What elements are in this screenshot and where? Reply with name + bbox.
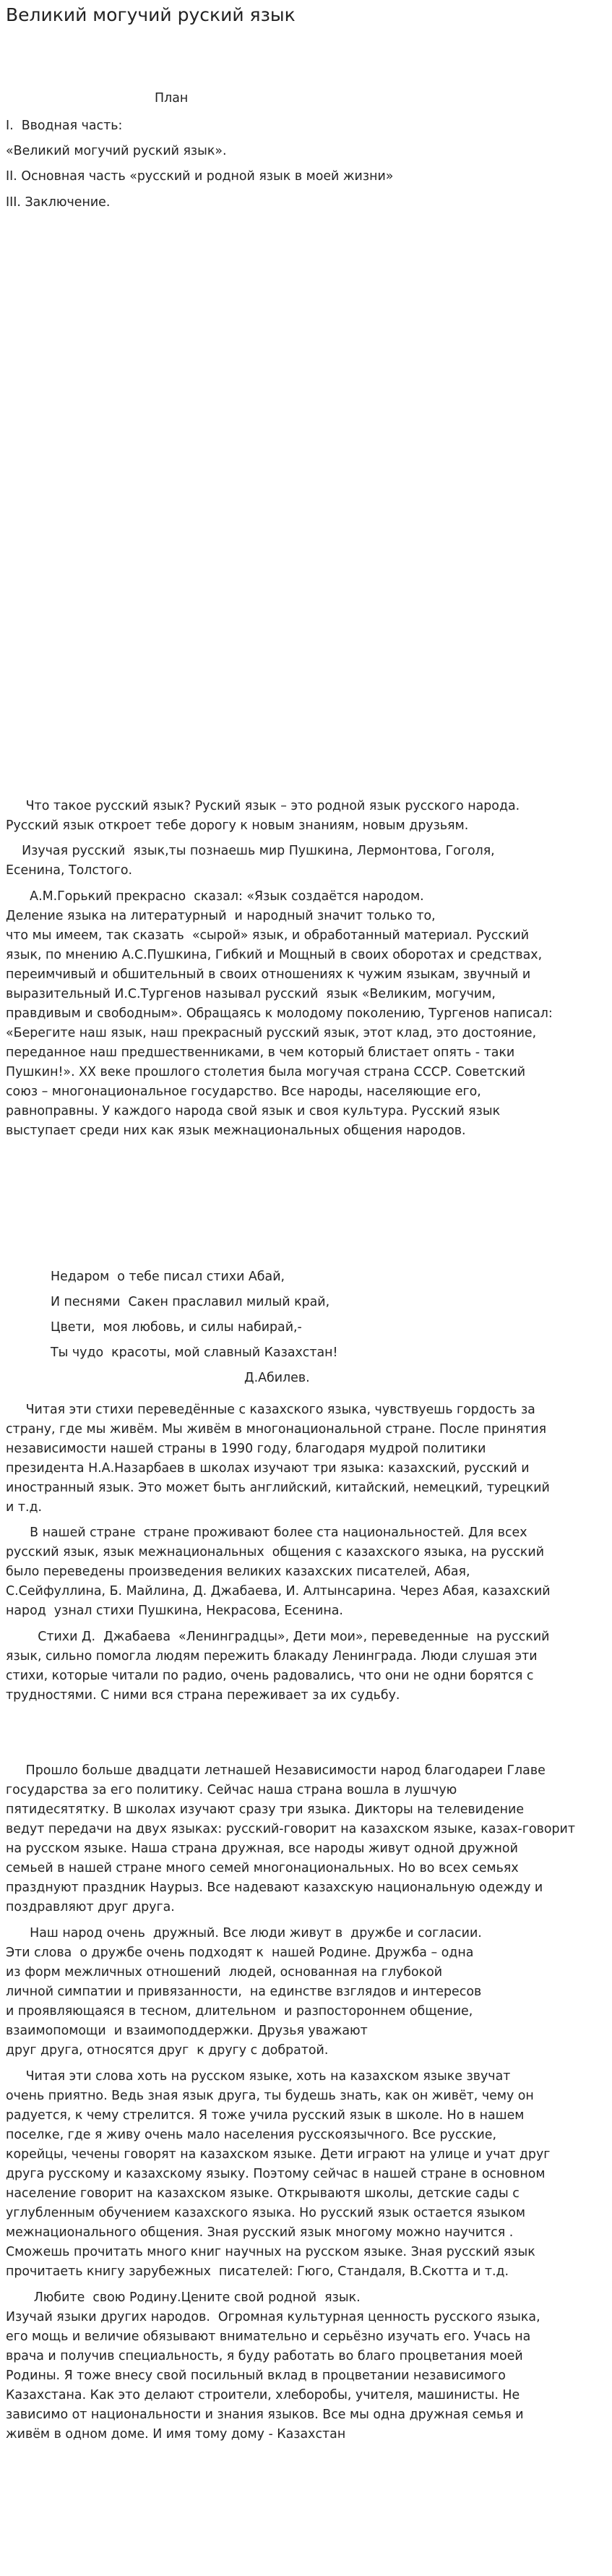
paragraph-line: Любите свою Родину.Цените свой родной язык.	[6, 2290, 361, 2305]
paragraph-line: пятидесятятку. В школах изучают сразу три языка. Дикторы на телевидение	[6, 1802, 525, 1817]
paragraph-line: празднуют праздник Наурыз. Все надевают казахскую национальную одежду и	[6, 1880, 543, 1895]
paragraph-line: русский язык, язык межнациональных общения с казахского языка, на русский	[6, 1545, 545, 1559]
poem-line: Ты чудо красоты, мой славный Казахстан!	[51, 1345, 338, 1360]
paragraph-line: иностранный язык. Это может быть английский, китайский, немецкий, турецкий	[6, 1481, 550, 1495]
paragraph-line: народ узнал стихи Пушкина, Некрасова, Есенина.	[6, 1604, 343, 1618]
paragraph-line: независимости нашей страны в 1990 году, благодаря мудрой политики	[6, 1442, 486, 1456]
paragraph-line: поселке, где я живу очень мало населения русскоязычного. Все русские,	[6, 2128, 497, 2142]
paragraph-line: язык, сильно помогла людям пережить блакаду Ленинграда. Люди слушая эти	[6, 1649, 538, 1664]
paragraph-line: Эти слова о дружбе очень подходят к нашей Родине. Дружба – одна	[6, 1946, 474, 1960]
paragraph-line: семьей в нашей стране много семей многонациональных. Но во всех семьях	[6, 1861, 519, 1875]
paragraph-line: и т.д.	[6, 1500, 43, 1515]
paragraph-line: трудностями. С ними вся страна переживает за их судьбу.	[6, 1688, 400, 1703]
plan-heading: План	[155, 91, 189, 106]
paragraph-line: Родины. Я тоже внесу свой посильный вклад в процветании независимого	[6, 2369, 506, 2383]
paragraph-line: Наш народ очень дружный. Все люди живут в дружбе и согласии.	[6, 1926, 482, 1940]
paragraph-line: «Берегите наш язык, наш прекрасный русский язык, этот клад, это достояние,	[6, 1026, 537, 1040]
paragraph-line: врача и получив специальность, я буду работать во благо процветания моей	[6, 2349, 523, 2363]
paragraph-line: друга русскому и казахскому языку. Поэтому сейчас в нашей стране в основном	[6, 2167, 546, 2181]
paragraph-line: президента Н.А.Назарбаев в школах изучают три языка: казахский, русский и	[6, 1461, 530, 1476]
paragraph-line: живём в одном доме. И имя тому дому - Казахстан	[6, 2427, 346, 2442]
paragraph-line: что мы имеем, так сказать «сырой» язык, и обработанный материал. Русский	[6, 928, 530, 943]
paragraph-line: переданное наш предшественниками, в чем который блистает опять - таки	[6, 1045, 515, 1060]
paragraph-line: правдивым и свободным». Обращаясь к молодому поколению, Тургенов написал:	[6, 1006, 553, 1021]
paragraph-line: государства за его политику. Сейчас наша страна вошла в лушчую	[6, 1783, 457, 1797]
plan-item: II. Основная часть «русский и родной язык в моей жизни»	[6, 169, 394, 184]
paragraph-line: поздравляют друг друга.	[6, 1900, 175, 1914]
poem-author: Д.Абилев.	[244, 1371, 310, 1385]
paragraph-line: Казахстана. Как это делают строители, хлеборобы, учителя, машинисты. Не	[6, 2388, 520, 2402]
paragraph-line: стихи, которые читали по радио, очень радовались, что они не одни борятся с	[6, 1669, 534, 1683]
paragraph-line: друг друга, относятся друг к другу с добратой.	[6, 2043, 329, 2058]
paragraph-line: зависимо от национальности и знания языков. Все мы одна дружная семья и	[6, 2408, 524, 2422]
plan-item: «Великий могучий руский язык».	[6, 144, 227, 158]
poem-line: И песнями Сакен праславил милый край,	[51, 1295, 330, 1309]
paragraph-line: углубленным обучением казахского языка. Но русский язык остается языком	[6, 2206, 526, 2220]
poem-line: Недаром о тебе писал стихи Абай,	[51, 1270, 285, 1284]
paragraph-line: прочитаеть книгу зарубежных писателей: Гюго, Стандаля, В.Скотта и т.д.	[6, 2264, 509, 2279]
paragraph-line: переимчивый и обшительный в своих отношениях к чужим языкам, звучный и	[6, 967, 531, 982]
paragraph-line: и проявляющаяся в тесном, длительном и разпостороннем общение,	[6, 2004, 473, 2019]
page-title: Великий могучий руский язык	[6, 4, 296, 25]
paragraph-line: язык, по мнению А.С.Пушкина, Гибкий и Мощный в своих оборотах и средствах,	[6, 948, 543, 962]
paragraph-line: В нашей стране стране проживают более ста национальностей. Для всех	[6, 1526, 527, 1540]
paragraph-line: взаимопомощи и взаимоподдержки. Друзья уважают	[6, 2024, 368, 2038]
paragraph-line: межнационального общения. Зная русский язык многому можно научится .	[6, 2225, 514, 2240]
paragraph-line: выразительный И.С.Тургенов называл русский язык «Великим, могучим,	[6, 987, 496, 1001]
plan-item: I. Вводная часть:	[6, 119, 123, 133]
paragraph-line: Деление языка на литературный и народный значит только то,	[6, 909, 436, 923]
paragraph-line: личной симпатии и привязанности, на единстве взглядов и интересов	[6, 1985, 482, 1999]
plan-item: III. Заключение.	[6, 195, 111, 210]
paragraph-line: очень приятно. Ведь зная язык друга, ты будешь знать, как он живёт, чему он	[6, 2089, 534, 2103]
paragraph-line: Прошло больше двадцати летнашей Независимости народ благодареи Главе	[6, 1763, 546, 1778]
paragraph-line: Изучая русский язык,ты познаешь мир Пушкина, Лермонтова, Гоголя,	[6, 844, 495, 858]
paragraph-line: Читая эти стихи переведённые с казахского языка, чувствуешь гордость за	[6, 1403, 535, 1417]
paragraph-line: Стихи Д. Джабаева «Ленинградцы», Дети мои», переведенные на русский	[6, 1630, 550, 1644]
paragraph-line: население говорит на казахском языке. Открываютя школы, детские сады с	[6, 2186, 520, 2201]
paragraph-line: Изучай языки других народов. Огромная культурная ценность русского языка,	[6, 2310, 540, 2324]
paragraph-line: союз – многонациональное государство. Все народы, населяющие его,	[6, 1084, 481, 1099]
paragraph-line: на русском языке. Наша страна дружная, все народы живут одной дружной	[6, 1841, 518, 1856]
paragraph-line: выступает среди них как язык межнациональных общения народов.	[6, 1124, 466, 1138]
paragraph-line: страну, где мы живём. Мы живём в многонациональной стране. После принятия	[6, 1422, 547, 1437]
paragraph-line: равноправны. У каждого народа свой язык и своя культура. Русский язык	[6, 1104, 501, 1118]
paragraph-line: Пушкин!». XX веке прошлого столетия была могучая страна СССР. Советский	[6, 1065, 526, 1079]
paragraph-line: корейцы, чечены говорят на казахском языке. Дети играют на улице и учат друг	[6, 2147, 551, 2162]
paragraph-line: было переведены произведения великих казахских писателей, Абая,	[6, 1565, 470, 1579]
paragraph-line: А.М.Горький прекрасно сказал: «Язык создаётся народом.	[6, 889, 424, 904]
paragraph-line: радуется, к чему стрелится. Я тоже учила русский язык в школе. Но в нашем	[6, 2108, 525, 2123]
paragraph-line: Сможешь прочитать много книг научных на русском языке. Зная русский язык	[6, 2245, 535, 2259]
paragraph-line: Русский язык откроет тебе дорогу к новым знаниям, новым друзьям.	[6, 818, 469, 833]
paragraph-line: С.Сейфуллина, Б. Майлина, Д. Джабаева, И. Алтынсарина. Через Абая, казахский	[6, 1584, 551, 1599]
poem-line: Цвети, моя любовь, и силы набирай,-	[51, 1320, 302, 1335]
paragraph-line: из форм межличных отношений людей, основанная на глубокой	[6, 1965, 443, 1980]
paragraph-line: ведут передачи на двух языках: русский-говорит на казахском языке, казах-говорит	[6, 1822, 575, 1836]
paragraph-line: Читая эти слова хоть на русском языке, хоть на казахском языке звучат	[6, 2069, 511, 2084]
paragraph-line: Что такое русский язык? Руский язык – это родной язык русского народа.	[6, 799, 520, 813]
paragraph-line: его мощь и величие обязывают внимательно и серьёзно изучать его. Учась на	[6, 2329, 531, 2344]
paragraph-line: Есенина, Толстого.	[6, 863, 133, 878]
